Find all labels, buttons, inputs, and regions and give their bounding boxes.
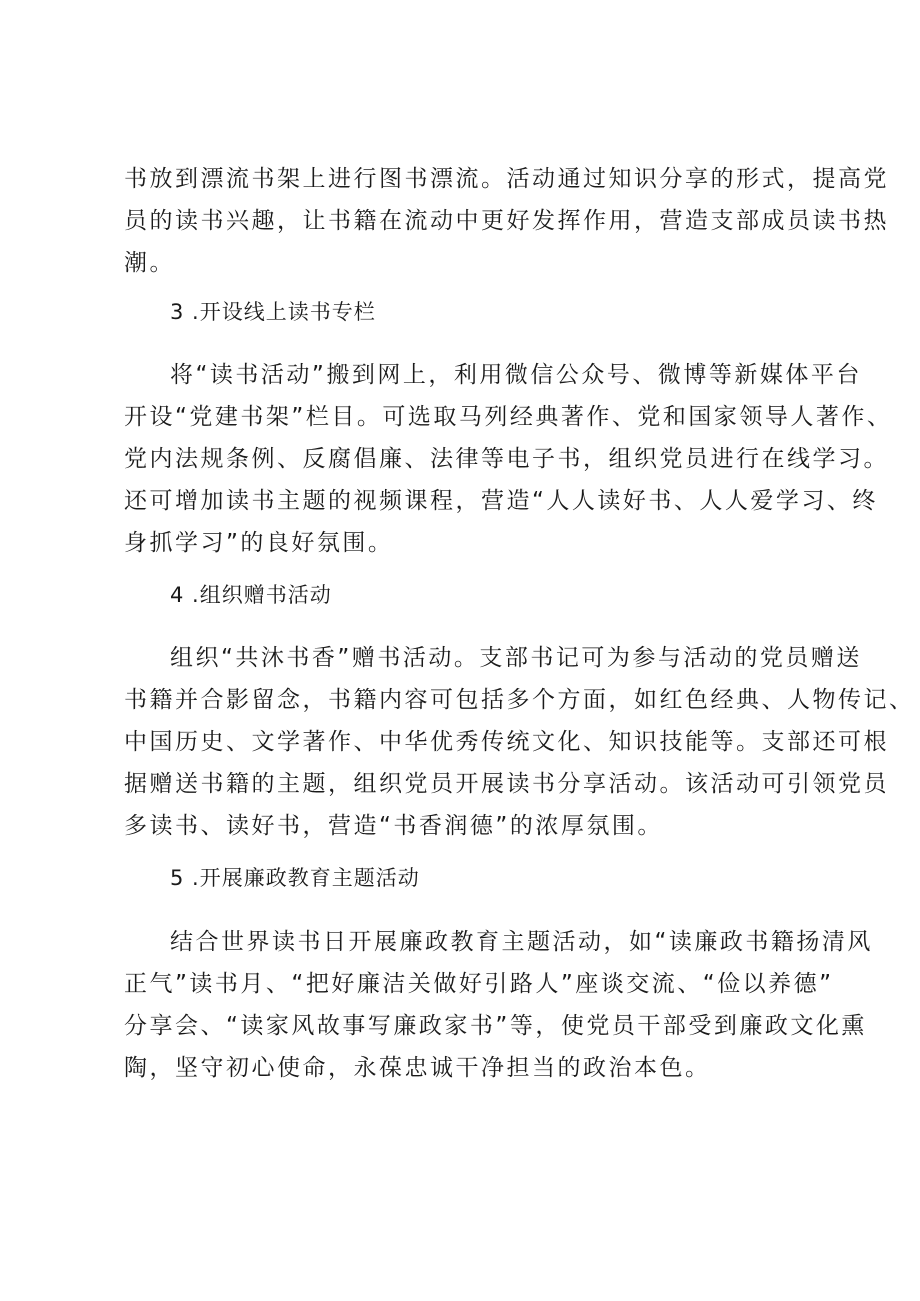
intro-line-2: 员的读书兴趣，让书籍在流动中更好发挥作用，营造支部成员读书热	[124, 208, 889, 234]
section-4-line-1: 组织“共沐书香”赠书活动。支部书记可为参与活动的党员赠送	[170, 645, 862, 671]
section-5-line-3: 分享会、“读家风故事写廉政家书”等，使党员干部受到廉政文化熏	[124, 1013, 867, 1039]
section-4-line-4: 据赠送书籍的主题，组织党员开展读书分享活动。该活动可引领党员	[124, 771, 889, 797]
section-4-line-3: 中国历史、文学著作、中华优秀传统文化、知识技能等。支部还可根	[124, 729, 889, 755]
section-3-line-2: 开设“党建书架”栏目。可选取马列经典著作、党和国家领导人著作、	[124, 404, 893, 430]
section-4-line-2: 书籍并合影留念，书籍内容可包括多个方面，如红色经典、人物传记、	[124, 687, 915, 713]
section-4-line-5: 多读书、读好书，营造“书香润德”的浓厚氛围。	[124, 813, 663, 839]
section-4-heading: 4 .组织赠书活动	[170, 583, 332, 607]
intro-line-3: 潮。	[124, 250, 175, 276]
section-5-line-2: 正气”读书月、“把好廉洁关做好引路人”座谈交流、“俭以养德”	[124, 971, 834, 997]
section-5-heading: 5 .开展廉政教育主题活动	[170, 866, 420, 890]
section-3-line-4: 还可增加读书主题的视频课程，营造“人人读好书、人人爱学习、终	[124, 488, 878, 514]
intro-line-1: 书放到漂流书架上进行图书漂流。活动通过知识分享的形式，提高党	[124, 166, 889, 192]
section-5-line-1: 结合世界读书日开展廉政教育主题活动，如“读廉政书籍扬清风	[170, 929, 873, 955]
section-3-heading: 3 .开设线上读书专栏	[170, 300, 376, 324]
section-3-line-1: 将“读书活动”搬到网上，利用微信公众号、微博等新媒体平台	[170, 362, 862, 388]
section-5-line-4: 陶，坚守初心使命，永葆忠诚干净担当的政治本色。	[124, 1055, 711, 1081]
section-3-line-5: 身抓学习”的良好氛围。	[124, 530, 394, 556]
section-3-line-3: 党内法规条例、反腐倡廉、法律等电子书，组织党员进行在线学习。	[124, 446, 889, 472]
